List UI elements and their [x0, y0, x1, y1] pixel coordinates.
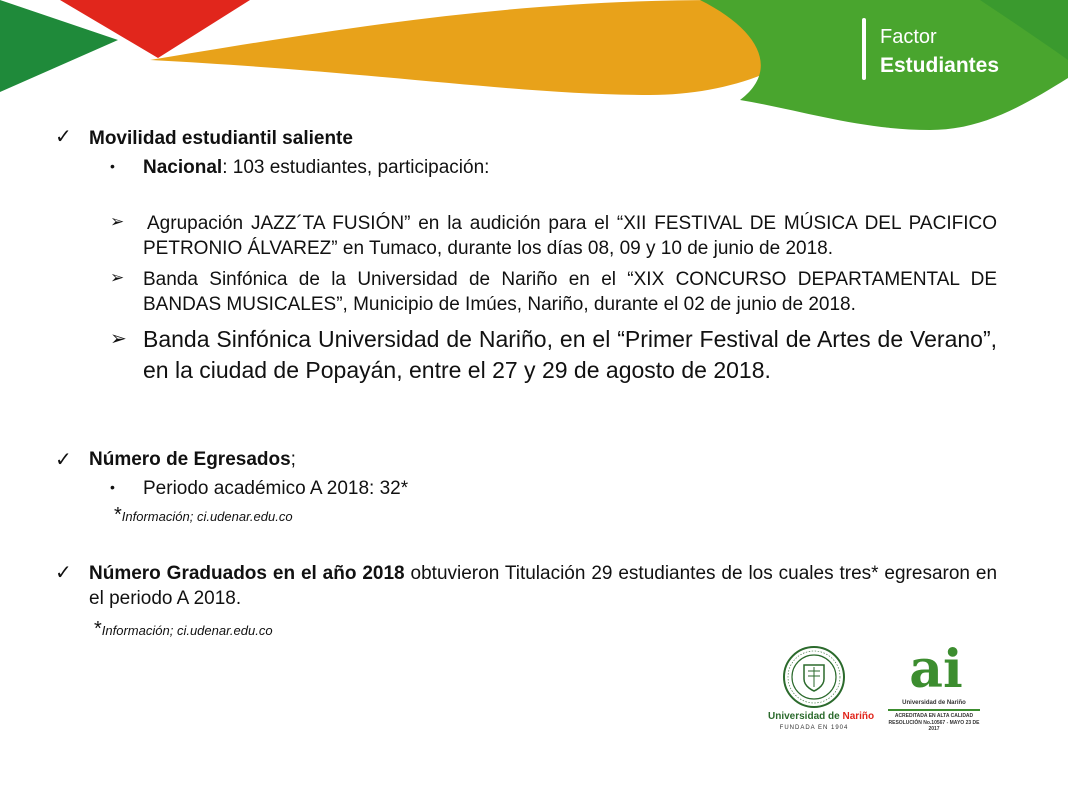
note-text: Información; ci.udenar.edu.co [101, 623, 273, 638]
check-icon: ✓ [55, 126, 72, 148]
section2-title: Número de Egresados [89, 449, 291, 470]
title-factor: Factor [880, 26, 937, 48]
bullet-icon: • [110, 158, 115, 174]
acreditacion-logo [886, 639, 982, 732]
udenar-seal-icon [782, 645, 846, 709]
list-item-2: Banda Sinfónica de la Universidad de Nariño en el “XIX CONCURSO DEPARTAMENTAL DE BANDAS MUSICALES”, Municipio de Imúes, Nariño, durante el 02 de junio de 2018. [143, 269, 997, 315]
udenar-founded: FUNDADA EN 1904 [779, 725, 849, 731]
ai-accreditation: ACREDITADA EN ALTA CALIDAD [894, 713, 974, 719]
bullet-icon: • [110, 479, 115, 495]
note-star: * [94, 618, 102, 640]
note-text: Información; ci.udenar.edu.co [121, 509, 293, 524]
udenar-logo [768, 645, 875, 735]
section3-paragraph [89, 561, 997, 611]
udenar-name: Universidad de Nariño [768, 711, 875, 722]
nacional-line [143, 155, 489, 180]
check-icon: ✓ [55, 449, 72, 471]
list-item-3: Banda Sinfónica Universidad de Nariño, en el “Primer Festival de Artes de Verano”, en la ciudad de Popayán, entre el 27 y 29 de agosto de 2018. [143, 326, 997, 383]
note-star: * [114, 504, 122, 526]
nacional-label: Nacional [143, 157, 223, 178]
ai-divider [888, 709, 980, 711]
section1-title: Movilidad estudiantil saliente [89, 128, 353, 149]
section3-text: obtuvieron Titulación 29 estudiantes de los cuales tres* egresaron en el periodo A 2018. [89, 563, 998, 609]
ai-university-name: Universidad de Nariño [902, 700, 966, 706]
section2-title-line [89, 447, 296, 472]
list-item-1: Agrupación JAZZ´TA FUSIÓN” en la audición para el “XII FESTIVAL DE MÚSICA DEL PACIFICO PETRONIO ÁLVAREZ” en Tumaco, durante los días 08, 09 y 10 de junio de 2018. [143, 213, 997, 259]
nacional-text: : 103 estudiantes, participación: [222, 157, 490, 178]
arrow-bullet-icon: ➢ [110, 268, 125, 287]
section3-note [94, 618, 273, 641]
section2-title-suffix: ; [290, 449, 296, 470]
egresados-bullet: Periodo académico A 2018: 32* [143, 478, 409, 499]
title-estudiantes: Estudiantes [880, 54, 1000, 77]
check-icon: ✓ [55, 562, 72, 584]
arrow-bullet-icon: ➢ [110, 212, 125, 231]
ai-resolution: RESOLUCIÓN No.10567 - MAYO 23 DE 2017 [888, 720, 980, 732]
section2-note [114, 504, 293, 527]
arrow-bullet-icon: ➢ [110, 328, 127, 350]
ai-mark: ai [909, 639, 963, 700]
section3-title: Número Graduados en el año 2018 [89, 563, 405, 584]
